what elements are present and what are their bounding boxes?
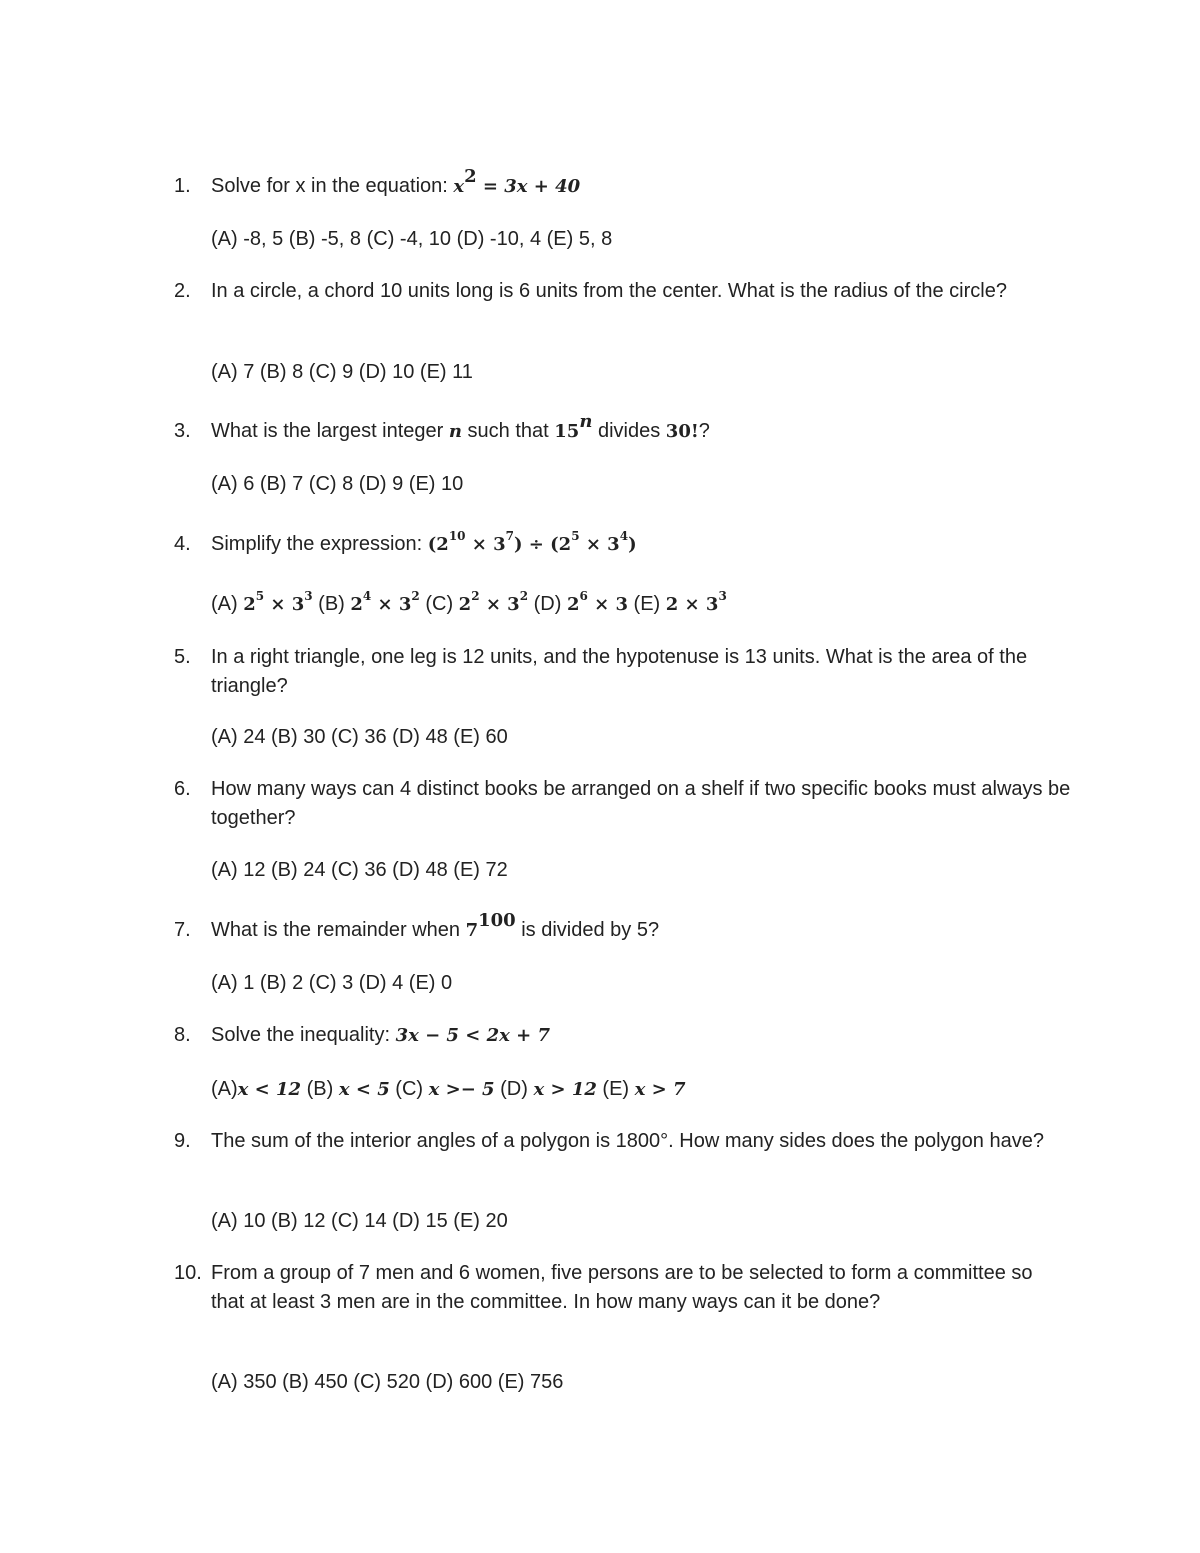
question-prompt: What is the largest integer bbox=[211, 420, 449, 442]
question-number: 6. bbox=[174, 778, 191, 800]
answer-options: (A) 12 (B) 24 (C) 36 (D) 48 (E) 72 bbox=[211, 859, 508, 881]
math-base: 7 bbox=[465, 920, 479, 941]
math-factorial: 30! bbox=[665, 421, 699, 442]
question-number: 10. bbox=[174, 1262, 202, 1284]
question-prompt: is divided by 5? bbox=[515, 919, 660, 941]
question-text bbox=[211, 411, 1071, 446]
math-variable: n bbox=[448, 421, 462, 442]
math-variable: x bbox=[453, 176, 465, 197]
question-number: 1. bbox=[174, 175, 191, 197]
answer-options: (A) 6 (B) 7 (C) 8 (D) 9 (E) 10 bbox=[211, 473, 464, 495]
math-expression: 3x − 5 < 2x + 7 bbox=[395, 1025, 550, 1046]
question-prompt: What is the remainder when bbox=[211, 919, 466, 941]
question-text: In a right triangle, one leg is 12 units, and the hypotenuse is 13 units. What is the area of the triangle? bbox=[211, 646, 1028, 697]
question-number: 2. bbox=[174, 280, 191, 302]
question-number: 3. bbox=[174, 420, 191, 442]
question-prompt: Simplify the expression: bbox=[211, 533, 428, 555]
math-exponent: 2 bbox=[464, 166, 477, 187]
question-prompt: Solve for x in the equation: bbox=[211, 175, 454, 197]
question-text: The sum of the interior angles of a polygon is 1800°. How many sides does the polygon have? bbox=[211, 1130, 1044, 1152]
question-number: 4. bbox=[174, 533, 191, 555]
question-text: In a circle, a chord 10 units long is 6 units from the center. What is the radius of the circle? bbox=[211, 280, 1007, 302]
question-prompt: such that bbox=[461, 420, 555, 442]
answer-options: (A) 10 (B) 12 (C) 14 (D) 15 (E) 20 bbox=[211, 1210, 508, 1232]
question-number: 9. bbox=[174, 1130, 191, 1152]
math-expression: = 3x + 40 bbox=[476, 176, 581, 197]
question-number: 5. bbox=[174, 646, 191, 668]
answer-options: (A) -8, 5 (B) -5, 8 (C) -4, 10 (D) -10, 4 (E) 5, 8 bbox=[211, 228, 613, 250]
answer-options: (A) 7 (B) 8 (C) 9 (D) 10 (E) 11 bbox=[211, 361, 473, 383]
question-prompt: Solve the inequality: bbox=[211, 1024, 396, 1046]
question-number: 8. bbox=[174, 1024, 191, 1046]
question-number: 7. bbox=[174, 919, 191, 941]
question-text bbox=[211, 1021, 1071, 1050]
question-text bbox=[211, 530, 1071, 559]
answer-options: (A) 1 (B) 2 (C) 3 (D) 4 (E) 0 bbox=[211, 972, 453, 994]
math-base: 15 bbox=[554, 421, 580, 442]
math-expression: $(2^{10} \times 3^7) \div (2^5 \times 3^4)$ bbox=[427, 529, 637, 555]
answer-options: (A) 350 (B) 450 (C) 520 (D) 600 (E) 756 bbox=[211, 1371, 564, 1393]
question-text: How many ways can 4 distinct books be arranged on a shelf if two specific books must always be together? bbox=[211, 778, 1071, 829]
question-prompt: ? bbox=[698, 420, 710, 442]
math-exponent: n bbox=[579, 411, 593, 432]
question-text bbox=[211, 910, 1071, 945]
answer-options: (A) $2^5 \times 3^3$ (B) $2^4 \times 3^2$ (C) $2^2 \times 3^2$ (D) $2^6 \times 3$ (E) $2 \times 3^3$ bbox=[211, 589, 727, 615]
question-text bbox=[211, 166, 1071, 201]
question-text: From a group of 7 men and 6 women, five persons are to be selected to form a committee so that at least 3 men are in the committee. In how many ways can it be done? bbox=[211, 1262, 1033, 1313]
math-exponent: 100 bbox=[478, 910, 516, 931]
answer-options: (A)x < 12 (B) x < 5 (C) x >− 5 (D) x > 12 (E) x > 7 bbox=[211, 1078, 686, 1100]
answer-options: (A) 24 (B) 30 (C) 36 (D) 48 (E) 60 bbox=[211, 726, 508, 748]
question-prompt: divides bbox=[592, 420, 666, 442]
